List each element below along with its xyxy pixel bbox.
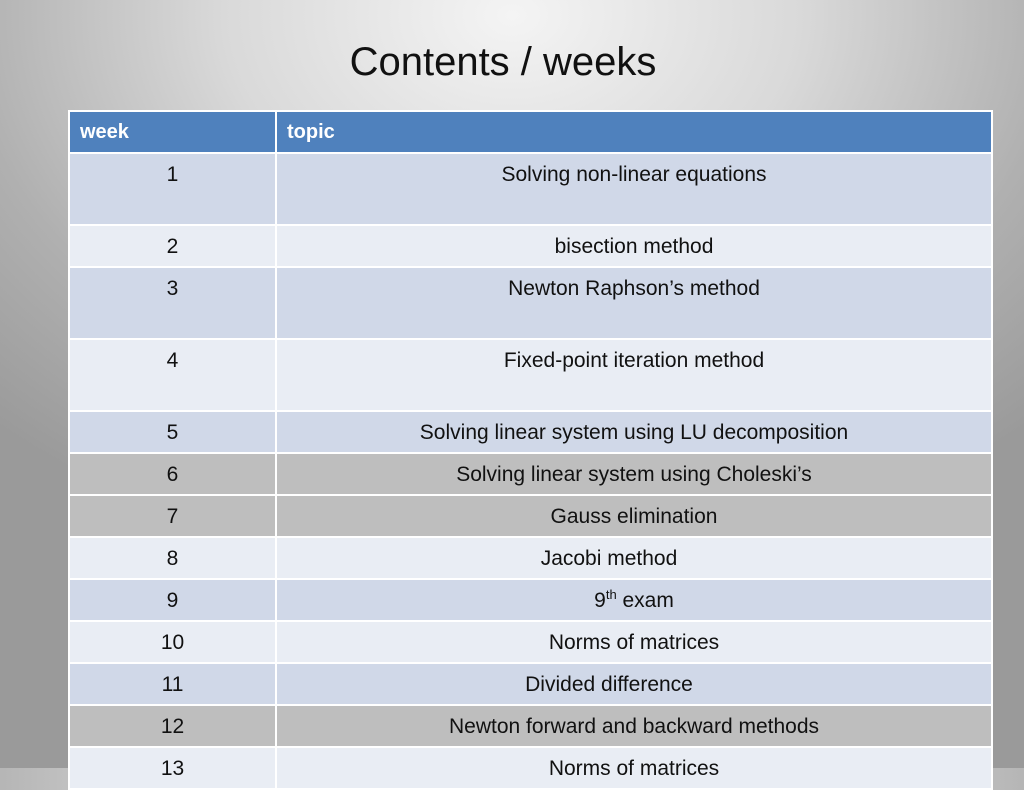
topic-cell: bisection method — [276, 225, 992, 267]
topic-cell: Norms of matrices — [276, 621, 992, 663]
week-cell: 10 — [69, 621, 276, 663]
table-row — [69, 579, 992, 621]
table-row — [69, 225, 992, 267]
week-cell: 7 — [69, 495, 276, 537]
table-row — [69, 705, 992, 747]
week-cell: 4 — [69, 339, 276, 411]
header-topic: topic — [276, 111, 992, 153]
slide-title: Contents / weeks — [349, 40, 657, 84]
topic-text: exam — [616, 589, 674, 612]
week-cell: 9 — [69, 579, 276, 621]
header-week: week — [69, 111, 276, 153]
table-row — [69, 537, 992, 579]
contents-table — [68, 110, 993, 790]
topic-superscript: th — [605, 587, 617, 602]
topic-cell: Solving linear system using Choleski’s — [276, 453, 992, 495]
week-cell: 6 — [69, 453, 276, 495]
table-row — [69, 621, 992, 663]
topic-cell — [276, 579, 992, 621]
table-row — [69, 411, 992, 453]
week-cell: 1 — [69, 153, 276, 225]
week-cell: 5 — [69, 411, 276, 453]
topic-cell: Divided difference — [276, 663, 992, 705]
topic-number: 9 — [594, 589, 606, 612]
week-cell: 12 — [69, 705, 276, 747]
week-cell: 8 — [69, 537, 276, 579]
topic-cell: Solving linear system using LU decomposition — [276, 411, 992, 453]
table-row — [69, 267, 992, 339]
topic-cell: Solving non-linear equations — [276, 153, 992, 225]
topic-cell: Newton forward and backward methods — [276, 705, 992, 747]
week-cell: 2 — [69, 225, 276, 267]
table-header-row — [69, 111, 992, 153]
week-cell: 3 — [69, 267, 276, 339]
topic-cell: Newton Raphson’s method — [276, 267, 992, 339]
topic-cell: Norms of matrices — [276, 747, 992, 789]
topic-cell: Fixed-point iteration method — [276, 339, 992, 411]
table-row — [69, 153, 992, 225]
table-row — [69, 495, 992, 537]
table-row — [69, 747, 992, 789]
table-row — [69, 663, 992, 705]
topic-cell: Jacobi method — [276, 537, 992, 579]
table-row — [69, 453, 992, 495]
week-cell: 11 — [69, 663, 276, 705]
week-cell: 13 — [69, 747, 276, 789]
topic-cell: Gauss elimination — [276, 495, 992, 537]
table-row — [69, 339, 992, 411]
